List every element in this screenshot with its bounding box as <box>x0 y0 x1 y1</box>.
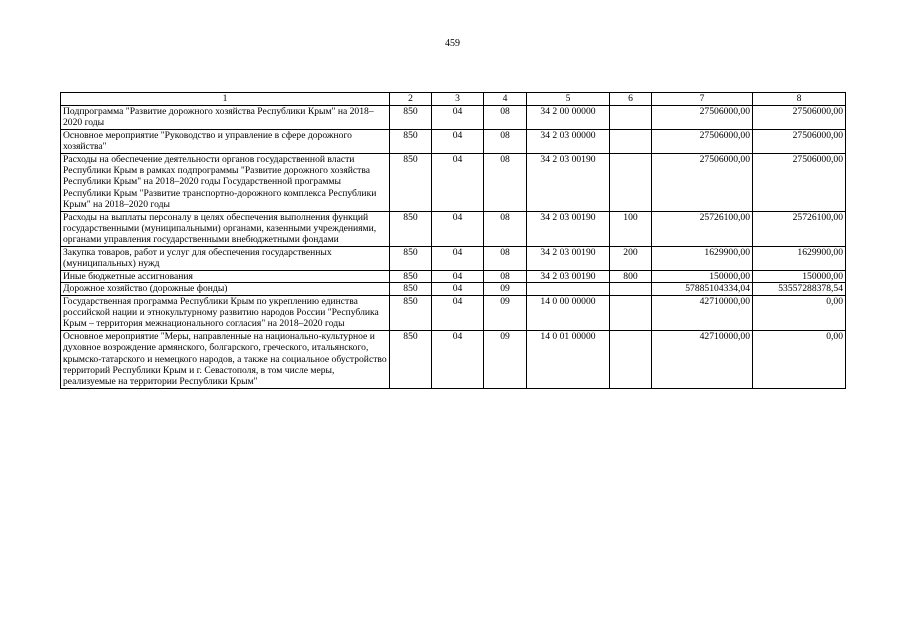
expense-type-code: 200 <box>610 246 652 270</box>
col-header-3: 3 <box>432 93 484 106</box>
section-code: 04 <box>432 246 484 270</box>
col-header-4: 4 <box>484 93 527 106</box>
table-row <box>61 295 846 330</box>
subsection-code: 08 <box>484 270 527 282</box>
subsection-code: 08 <box>484 153 527 211</box>
amount-col7: 42710000,00 <box>652 330 753 388</box>
section-code: 04 <box>432 211 484 246</box>
amount-col7: 1629900,00 <box>652 246 753 270</box>
header-row <box>61 93 846 106</box>
amount-col7: 150000,00 <box>652 270 753 282</box>
expense-type-code <box>610 295 652 330</box>
section-code: 04 <box>432 330 484 388</box>
ministry-code: 850 <box>390 330 432 388</box>
subsection-code: 09 <box>484 295 527 330</box>
row-name: Дорожное хозяйство (дорожные фонды) <box>61 283 390 295</box>
row-name: Основное мероприятие "Руководство и управление в сфере дорожного хозяйства" <box>61 129 390 153</box>
amount-col8: 27506000,00 <box>753 129 846 153</box>
target-article-code <box>527 283 610 295</box>
budget-table <box>60 92 846 389</box>
target-article-code: 34 2 00 00000 <box>527 106 610 130</box>
amount-col8: 25726100,00 <box>753 211 846 246</box>
target-article-code: 34 2 03 00190 <box>527 270 610 282</box>
expense-type-code: 100 <box>610 211 652 246</box>
amount-col7: 27506000,00 <box>652 106 753 130</box>
page-number: 459 <box>445 38 460 49</box>
amount-col8: 1629900,00 <box>753 246 846 270</box>
target-article-code: 14 0 00 00000 <box>527 295 610 330</box>
table-row <box>61 283 846 295</box>
ministry-code: 850 <box>390 153 432 211</box>
ministry-code: 850 <box>390 295 432 330</box>
subsection-code: 09 <box>484 330 527 388</box>
expense-type-code <box>610 129 652 153</box>
amount-col7: 25726100,00 <box>652 211 753 246</box>
expense-type-code: 800 <box>610 270 652 282</box>
col-header-1: 1 <box>61 93 390 106</box>
table-row <box>61 129 846 153</box>
section-code: 04 <box>432 106 484 130</box>
expense-type-code <box>610 153 652 211</box>
ministry-code: 850 <box>390 211 432 246</box>
section-code: 04 <box>432 295 484 330</box>
row-name: Расходы на выплаты персоналу в целях обеспечения выполнения функций государственными (муниципальными) органами, казенными учреждениями, органами управления государственными внебюджетными фондами <box>61 211 390 246</box>
expense-type-code <box>610 283 652 295</box>
col-header-5: 5 <box>527 93 610 106</box>
amount-col7: 42710000,00 <box>652 295 753 330</box>
row-name: Государственная программа Республики Крым по укреплению единства российской нации и этнокультурному развитию народов России "Республика Крым – территория межнационального согласия" на 2018–2020 годы <box>61 295 390 330</box>
table-row <box>61 270 846 282</box>
amount-col8: 27506000,00 <box>753 153 846 211</box>
subsection-code: 09 <box>484 283 527 295</box>
col-header-8: 8 <box>753 93 846 106</box>
ministry-code: 850 <box>390 246 432 270</box>
row-name: Иные бюджетные ассигнования <box>61 270 390 282</box>
amount-col7: 57885104334,04 <box>652 283 753 295</box>
section-code: 04 <box>432 153 484 211</box>
col-header-7: 7 <box>652 93 753 106</box>
target-article-code: 34 2 03 00190 <box>527 211 610 246</box>
expense-type-code <box>610 330 652 388</box>
ministry-code: 850 <box>390 129 432 153</box>
col-header-2: 2 <box>390 93 432 106</box>
table-row <box>61 246 846 270</box>
amount-col8: 0,00 <box>753 295 846 330</box>
table-row <box>61 330 846 388</box>
section-code: 04 <box>432 129 484 153</box>
col-header-6: 6 <box>610 93 652 106</box>
subsection-code: 08 <box>484 129 527 153</box>
target-article-code: 34 2 03 00000 <box>527 129 610 153</box>
table-row <box>61 106 846 130</box>
amount-col8: 0,00 <box>753 330 846 388</box>
subsection-code: 08 <box>484 106 527 130</box>
amount-col8: 150000,00 <box>753 270 846 282</box>
ministry-code: 850 <box>390 270 432 282</box>
target-article-code: 14 0 01 00000 <box>527 330 610 388</box>
target-article-code: 34 2 03 00190 <box>527 246 610 270</box>
row-name: Подпрограмма "Развитие дорожного хозяйства Республики Крым" на 2018–2020 годы <box>61 106 390 130</box>
row-name: Расходы на обеспечение деятельности органов государственной власти Республики Крым в рамках подпрограммы "Развитие дорожного хозяйства Республики Крым" на 2018–2020 годы Государственной программы Республики Крым "Развитие транспортно-дорожного комплекса Республики Крым" на 2018–2020 годы <box>61 153 390 211</box>
section-code: 04 <box>432 283 484 295</box>
expense-type-code <box>610 106 652 130</box>
subsection-code: 08 <box>484 246 527 270</box>
table-row <box>61 211 846 246</box>
ministry-code: 850 <box>390 283 432 295</box>
subsection-code: 08 <box>484 211 527 246</box>
table-row <box>61 153 846 211</box>
amount-col7: 27506000,00 <box>652 129 753 153</box>
amount-col8: 27506000,00 <box>753 106 846 130</box>
amount-col7: 27506000,00 <box>652 153 753 211</box>
row-name: Основное мероприятие "Меры, направленные на национально-культурное и духовное возрождение армянского, болгарского, греческого, итальянского, крымско-татарского и немецкого народов, а также на социальное обустройство территорий Республики Крым и г. Севастополя, в том числе меры, реализуемые на территории Республики Крым" <box>61 330 390 388</box>
amount-col8: 53557288378,54 <box>753 283 846 295</box>
section-code: 04 <box>432 270 484 282</box>
target-article-code: 34 2 03 00190 <box>527 153 610 211</box>
ministry-code: 850 <box>390 106 432 130</box>
row-name: Закупка товаров, работ и услуг для обеспечения государственных (муниципальных) нужд <box>61 246 390 270</box>
